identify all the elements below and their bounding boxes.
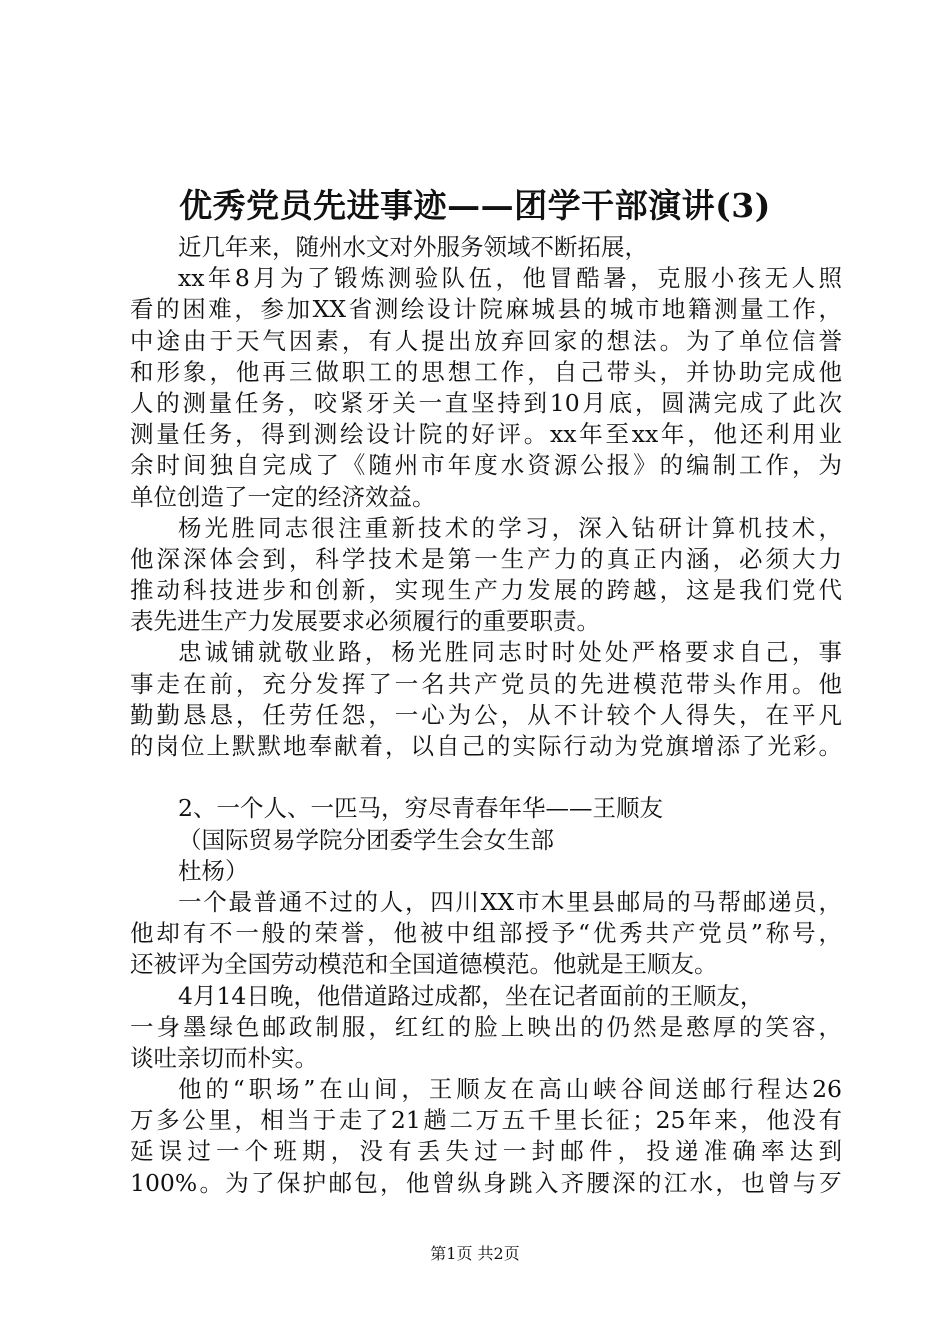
text-line: 他深深体会到，科学技术是第一生产力的真正内涵，必须大力 (130, 544, 842, 573)
text-line: 延误过一个班期，没有丢失过一封邮件，投递准确率达到 (130, 1137, 842, 1166)
text-line: xx年8月为了锻炼测验队伍，他冒酷暑，克服小孩无人照 (178, 264, 842, 293)
paragraph-gap (130, 762, 842, 793)
text-line: 万多公里，相当于走了21趟二万五千里长征；25年来，他没有 (130, 1106, 842, 1135)
text-line: 勤勤恳恳，任劳任怨，一心为公，从不计较个人得失，在平凡 (130, 700, 842, 729)
text-line: 近几年来，随州水文对外服务领域不断拓展， (178, 233, 648, 261)
text-line: 他却有不一般的荣誉，他被中组部授予“优秀共产党员”称号， (130, 919, 842, 948)
text-line: 一个最普通不过的人，四川XX市木里县邮局的马帮邮递员， (178, 887, 842, 916)
text-line: 表先进生产力发展要求必须履行的重要职责。 (130, 607, 600, 636)
text-line: 他的“职场”在山间，王顺友在高山峡谷间送邮行程达26 (178, 1075, 842, 1104)
text-line: 杨光胜同志很注重新技术的学习，深入钻研计算机技术， (178, 513, 842, 542)
text-line: 的岗位上默默地奉献着，以自己的实际行动为党旗增添了光彩。 (130, 732, 842, 760)
text-line: 事走在前，充分发挥了一名共产党员的先进模范带头作用。他 (130, 669, 842, 698)
text-line: 100%。为了保护邮包，他曾纵身跳入齐腰深的江水，也曾与歹 (130, 1168, 842, 1197)
text-line: 中途由于天气因素，有人提出放弃回家的想法。为了单位信誉 (130, 326, 842, 355)
text-line: 测量任务，得到测绘设计院的好评。xx年至xx年，他还利用业 (130, 420, 842, 449)
text-line: 4月14日晚，他借道路过成都，坐在记者面前的王顺友， (178, 981, 764, 1010)
page-footer: 第1页 共2页 (430, 1244, 520, 1263)
document-body (130, 232, 842, 1199)
text-line: 余时间独自完成了《随州市年度水资源公报》的编制工作，为 (130, 451, 842, 480)
text-line: 和形象，他再三做职工的思想工作，自己带头，并协助完成他 (130, 357, 842, 386)
document-title: 优秀党员先进事迹——团学干部演讲(3) (179, 186, 771, 225)
text-line: 单位创造了一定的经济效益。 (130, 482, 436, 511)
text-line: 看的困难，参加XX省测绘设计院麻城县的城市地籍测量工作， (130, 295, 842, 324)
section-heading: 2、一个人、一匹马，穷尽青春年华——王顺友 (178, 794, 663, 823)
text-line: （国际贸易学院分团委学生会女生部 (178, 825, 554, 854)
text-line: 还被评为全国劳动模范和全国道德模范。他就是王顺友。 (130, 950, 718, 979)
text-line: 人的测量任务，咬紧牙关一直坚持到10月底，圆满完成了此次 (130, 388, 842, 417)
text-line: 谈吐亲切而朴实。 (130, 1043, 318, 1072)
text-line: 推动科技进步和创新，实现生产力发展的跨越，这是我们党代 (130, 576, 842, 605)
text-line: 忠诚铺就敬业路，杨光胜同志时时处处严格要求自己，事 (178, 638, 842, 667)
text-line: 一身墨绿色邮政制服，红红的脸上映出的仍然是憨厚的笑容， (130, 1012, 842, 1041)
text-line: 杜杨） (178, 856, 249, 885)
